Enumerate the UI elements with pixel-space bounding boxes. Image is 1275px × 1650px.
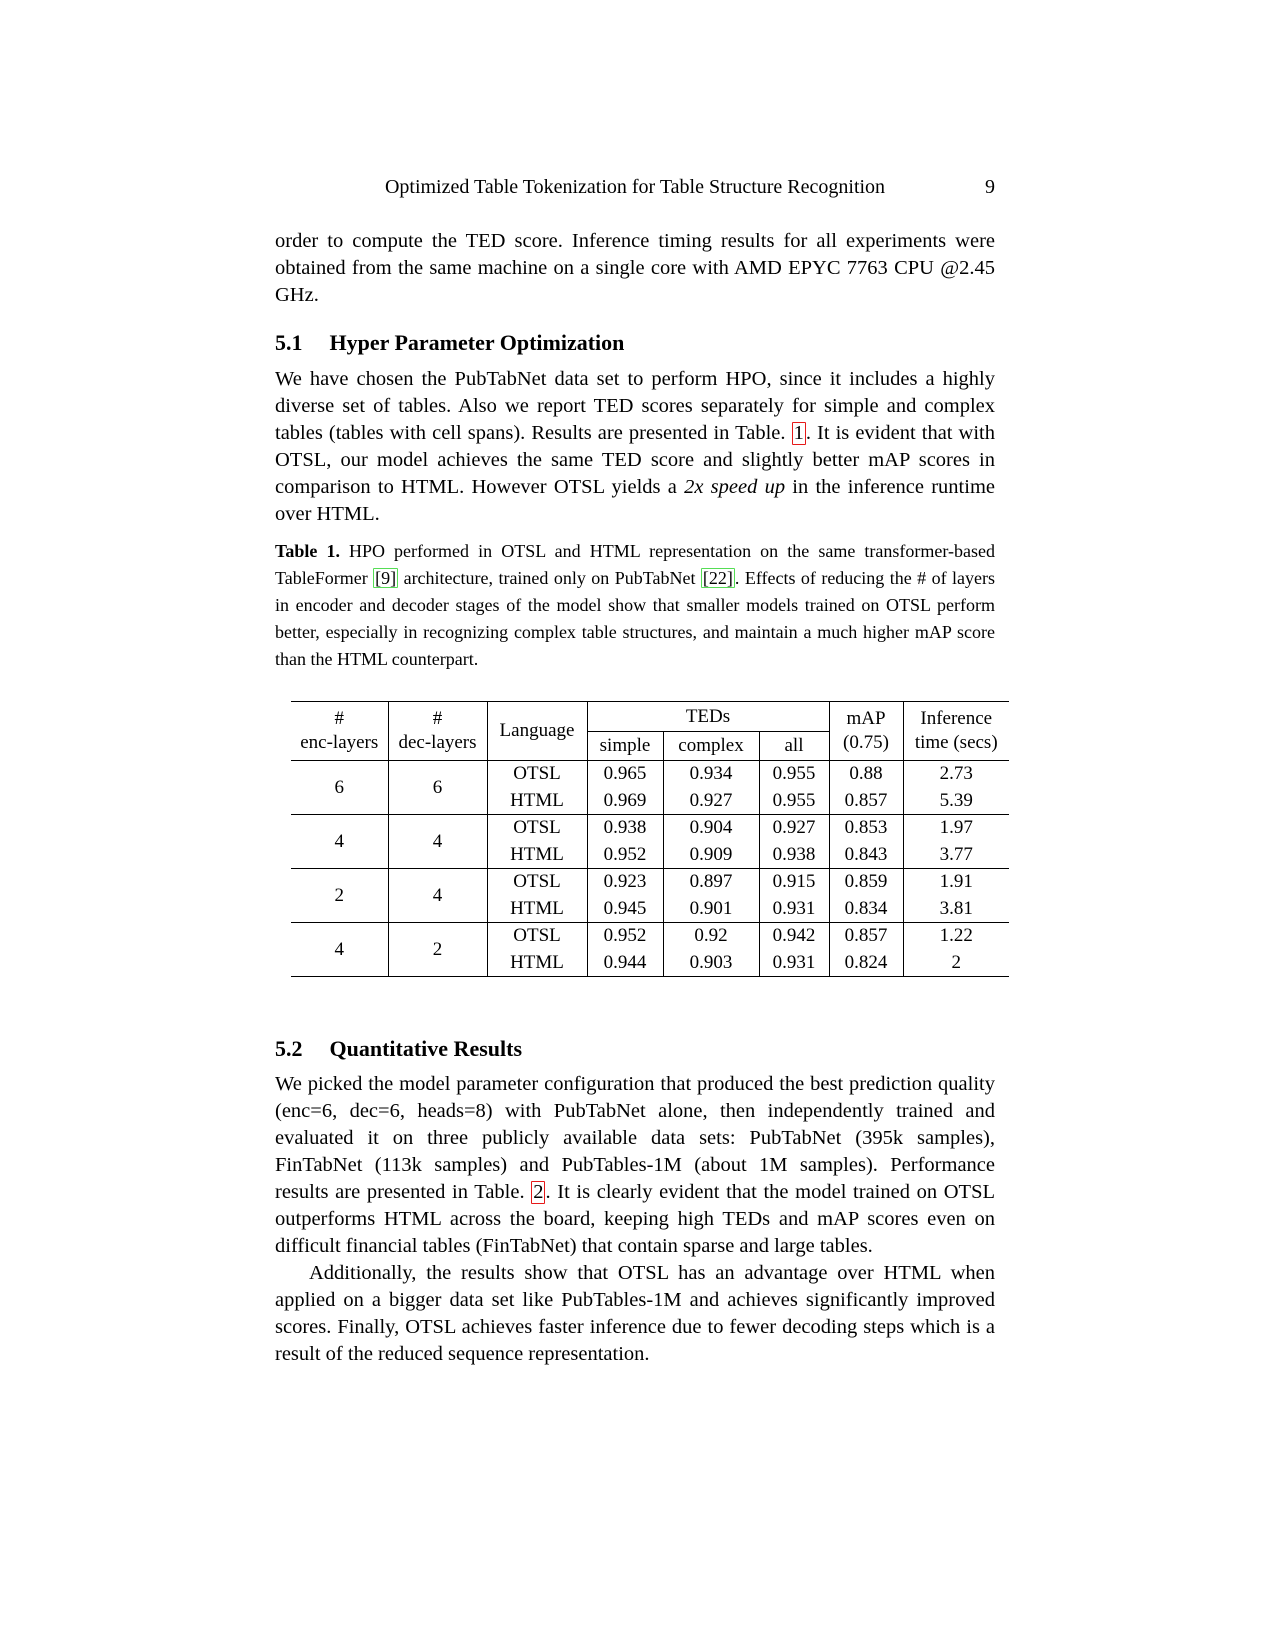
intro-text: order to compute the TED score. Inference timing results for all experiments were obtained from the same machine on a single core with AMD EPYC 7763 CPU @2.45 GHz. <box>275 230 995 306</box>
cell-language: HTML <box>487 950 587 977</box>
cell-complex: 0.903 <box>663 950 759 977</box>
cell-all: 0.938 <box>759 842 829 869</box>
running-head <box>275 176 995 199</box>
table-1-container <box>291 701 1009 977</box>
col-header-dec-layers <box>388 702 487 761</box>
table-1-ref-link[interactable]: 1 <box>793 422 804 444</box>
cell-dec: 2 <box>388 923 487 977</box>
section-5-1-title: Hyper Parameter Optimization <box>329 330 625 355</box>
cell-all: 0.931 <box>759 950 829 977</box>
cell-dec: 4 <box>388 815 487 869</box>
col-header-inference <box>903 702 1009 761</box>
section-5-1-number: 5.1 <box>275 330 303 355</box>
cell-all: 0.915 <box>759 869 829 896</box>
col-header-complex: complex <box>663 732 759 761</box>
cell-dec: 6 <box>388 761 487 815</box>
dec-layers-hash: # <box>432 708 443 729</box>
cell-complex: 0.909 <box>663 842 759 869</box>
cell-simple: 0.938 <box>587 815 663 842</box>
running-head-title: Optimized Table Tokenization for Table Structure Recognition <box>384 176 886 198</box>
cell-complex: 0.901 <box>663 896 759 923</box>
table-row <box>291 923 1009 950</box>
table-row <box>291 869 1009 896</box>
cell-language: OTSL <box>487 815 587 842</box>
cell-time: 3.77 <box>903 842 1009 869</box>
enc-layers-hash: # <box>334 708 344 729</box>
cell-simple: 0.944 <box>587 950 663 977</box>
col-header-simple: simple <box>587 732 663 761</box>
table-1-caption-text-b: architecture, trained only on PubTabNet <box>398 568 701 588</box>
section-5-2-paragraphs <box>275 1071 995 1368</box>
cell-enc: 4 <box>291 923 388 977</box>
section-5-2-heading <box>275 1036 995 1062</box>
cell-map: 0.859 <box>829 869 903 896</box>
enc-layers-label: enc-layers <box>300 732 379 753</box>
col-header-language: Language <box>487 702 587 761</box>
cell-map: 0.843 <box>829 842 903 869</box>
cell-complex: 0.904 <box>663 815 759 842</box>
cell-simple: 0.952 <box>587 923 663 950</box>
cell-all: 0.942 <box>759 923 829 950</box>
cell-enc: 6 <box>291 761 388 815</box>
table-row <box>291 761 1009 788</box>
col-header-map <box>829 702 903 761</box>
section-5-1-italic-phrase: 2x speed up <box>684 476 786 498</box>
page-number: 9 <box>985 176 995 198</box>
map-label: mAP <box>846 708 886 729</box>
cell-all: 0.955 <box>759 788 829 815</box>
section-5-2-text-b: . It is clearly evident that the model trained on OTSL outperforms HTML across the board, keeping high TEDs and mAP scores even on difficult financial tables (FinTabNet) that contain sparse and large tables. <box>275 1181 995 1257</box>
cell-map: 0.824 <box>829 950 903 977</box>
cell-time: 2.73 <box>939 763 973 785</box>
cell-time: 2 <box>903 950 1009 977</box>
cell-map: 0.88 <box>829 761 903 788</box>
section-5-2-text-a: We picked the model parameter configuration that produced the best prediction quality (enc=6, dec=6, heads=8) with PubTabNet alone, then independently trained and evaluated it on three publicly available data sets: PubTabNet (395k samples), FinTabNet (113k samples) and PubTables-1M (about 1M samples). Performance results are presented in Table. <box>275 1073 995 1203</box>
cell-time: 5.39 <box>903 788 1009 815</box>
cell-all: 0.955 <box>759 761 829 788</box>
cell-all: 0.931 <box>759 896 829 923</box>
cell-language: HTML <box>487 788 587 815</box>
table-1-caption-label: Table 1. <box>275 541 340 561</box>
cell-dec: 4 <box>388 869 487 923</box>
table-1-caption-text-a: HPO performed in OTSL and HTML representation on the same transformer-based TableFormer <box>275 541 995 588</box>
cell-language: OTSL <box>487 761 587 788</box>
cell-language: OTSL <box>487 923 587 950</box>
cell-complex: 0.92 <box>663 923 759 950</box>
table-1-caption-text-c: . Effects of reducing the # of layers in encoder and decoder stages of the model show that smaller models trained on OTSL perform better, especially in recognizing complex table structures, and maintain a much higher mAP score than the HTML counterpart. <box>275 568 995 669</box>
cell-all: 0.927 <box>759 815 829 842</box>
cell-time: 1.97 <box>939 817 973 839</box>
inference-unit: time (secs) <box>914 732 998 753</box>
citation-22-link[interactable]: [22] <box>702 568 733 588</box>
section-5-1-paragraph <box>275 366 995 528</box>
table-2-ref-link[interactable]: 2 <box>533 1181 544 1203</box>
col-header-enc-layers <box>291 702 388 761</box>
cell-enc: 4 <box>291 815 388 869</box>
cell-time: 1.91 <box>939 871 973 893</box>
section-5-1-text-b: . It is evident that with OTSL, our model achieves the same TED score and slightly better mAP scores in comparison to HTML. However OTSL yields a <box>275 422 995 498</box>
cell-language: OTSL <box>487 869 587 896</box>
map-threshold: (0.75) <box>843 732 889 753</box>
cell-complex: 0.897 <box>663 869 759 896</box>
col-header-all: all <box>759 732 829 761</box>
cell-complex: 0.927 <box>663 788 759 815</box>
col-header-teds: TEDs <box>587 702 829 732</box>
cell-language: HTML <box>487 896 587 923</box>
cell-time: 1.22 <box>939 925 973 947</box>
section-5-1-text-c: in the inference runtime over HTML. <box>275 476 995 525</box>
table-row <box>291 815 1009 842</box>
cell-map: 0.853 <box>829 815 903 842</box>
section-5-1-heading <box>275 330 995 356</box>
table-1-caption <box>275 538 995 673</box>
cell-enc: 2 <box>291 869 388 923</box>
cell-map: 0.857 <box>829 923 903 950</box>
table-1 <box>291 701 1009 977</box>
cell-simple: 0.923 <box>587 869 663 896</box>
section-5-2-title: Quantitative Results <box>329 1036 522 1061</box>
citation-9-link[interactable]: [9] <box>375 568 397 588</box>
dec-layers-label: dec-layers <box>398 732 477 753</box>
intro-paragraph <box>275 228 995 309</box>
cell-time: 3.81 <box>903 896 1009 923</box>
cell-simple: 0.952 <box>587 842 663 869</box>
cell-map: 0.857 <box>829 788 903 815</box>
inference-label: Inference <box>920 708 993 729</box>
section-5-2-number: 5.2 <box>275 1036 303 1061</box>
cell-map: 0.834 <box>829 896 903 923</box>
section-5-2-paragraph-2: Additionally, the results show that OTSL has an advantage over HTML when applied on a bigger data set like PubTables-1M and achieves significantly improved scores. Finally, OTSL achieves faster inference due to fewer decoding steps which is a result of the reduced sequence representation. <box>275 1262 995 1365</box>
cell-simple: 0.965 <box>587 761 663 788</box>
section-5-1-text-a: We have chosen the PubTabNet data set to perform HPO, since it includes a highly diverse set of tables. Also we report TED scores separately for simple and complex tables (tables with cell spans). Results are presented in Table. <box>275 368 995 444</box>
cell-simple: 0.945 <box>587 896 663 923</box>
cell-language: HTML <box>487 842 587 869</box>
cell-complex: 0.934 <box>663 761 759 788</box>
cell-simple: 0.969 <box>587 788 663 815</box>
